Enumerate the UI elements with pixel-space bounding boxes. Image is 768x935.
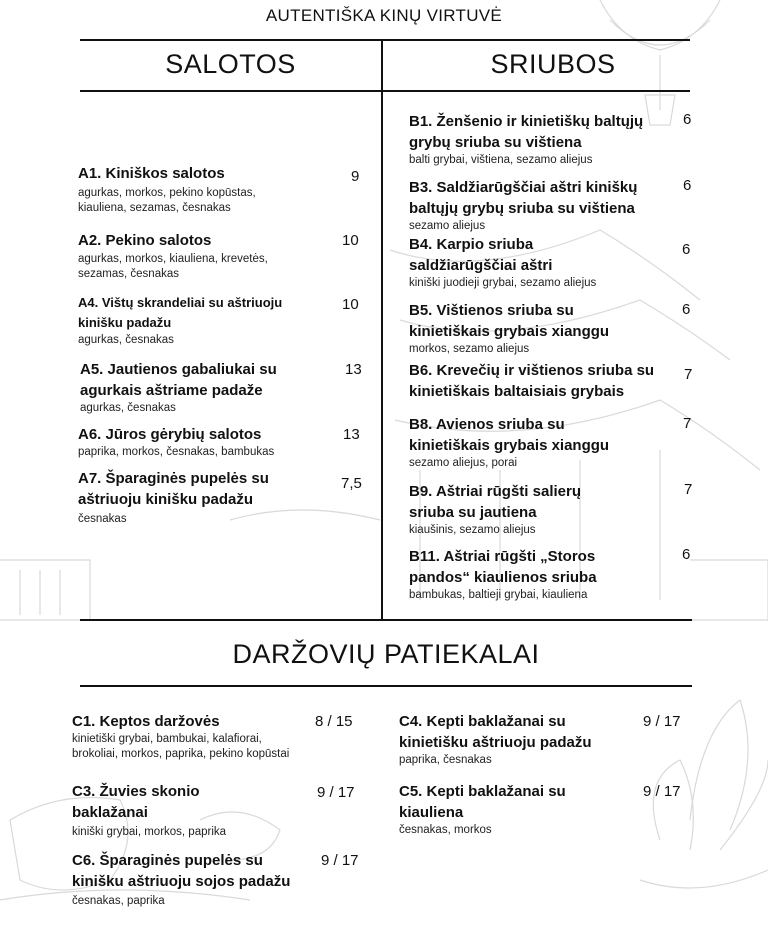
sriubos-title: SRIUBOS: [490, 49, 616, 79]
item-name: A5. Jautienos gabaliukai su agurkais aštriame padaže: [80, 361, 277, 399]
item-price: 13: [345, 361, 362, 378]
item-price: 6: [682, 301, 691, 318]
item-name: C6. Šparaginės pupelės su kinišku aštriuoju sojos padažu: [72, 852, 291, 890]
item-desc: sezamo aliejus: [409, 220, 486, 232]
menu-item: [78, 293, 318, 348]
header-title: AUTENTIŠKA KINŲ VIRTUVĖ: [265, 6, 503, 25]
menu-item: [409, 546, 639, 603]
item-desc: kiniški grybai, morkos, paprika: [72, 826, 227, 838]
item-price: 10: [342, 296, 359, 313]
item-desc: agurkas, morkos, pekino kopūstas, kiauliena, sezamas, česnakas: [78, 187, 256, 214]
section-rule: [80, 90, 690, 92]
item-desc: balti grybai, vištiena, sezamo aliejus: [409, 154, 593, 166]
item-name: C1. Keptos daržovės: [72, 713, 220, 730]
item-name: B11. Aštriai rūgšti „Storos pandos“ kiaulienos sriuba: [409, 548, 597, 586]
menu-item: [409, 481, 609, 538]
menu-item: [78, 163, 348, 216]
item-price: 13: [343, 426, 360, 443]
item-name: B8. Avienos sriuba su kinietiškais grybais xianggu: [409, 416, 610, 454]
menu-item: [409, 177, 665, 234]
item-price: 7: [684, 481, 693, 498]
item-price: 7: [684, 366, 693, 383]
menu-item: [409, 234, 597, 291]
menu-item: [80, 359, 310, 416]
item-name: A2. Pekino salotos: [78, 232, 212, 249]
item-price: 9 / 17: [643, 713, 681, 730]
item-name: C3. Žuvies skonio baklažanai: [72, 783, 200, 821]
item-desc: agurkas, česnakas: [80, 402, 176, 414]
darzoviu-bottom-rule: [80, 685, 692, 687]
item-price: 10: [342, 232, 359, 249]
item-price: 9 / 17: [321, 852, 359, 869]
item-desc: paprika, česnakas: [399, 754, 492, 766]
salotos-title: SALOTOS: [165, 49, 296, 79]
menu-item: [399, 711, 619, 768]
menu-item: [399, 781, 589, 838]
item-price: 8 / 15: [315, 713, 353, 730]
item-price: 6: [683, 177, 692, 194]
item-price: 6: [682, 546, 691, 563]
menu-item: [72, 781, 262, 840]
item-price: 9 / 17: [317, 784, 355, 801]
item-desc: agurkas, česnakas: [78, 334, 174, 346]
menu-item: [409, 300, 629, 357]
menu-item: [78, 424, 338, 460]
item-desc: sezamo aliejus, porai: [409, 457, 518, 469]
item-desc: kinietiški grybai, bambukai, kalafiorai, brokoliai, morkos, paprika, pekino kopūstai: [72, 733, 290, 760]
menu-item: [409, 111, 665, 168]
item-price: 9 / 17: [643, 783, 681, 800]
item-name: C4. Kepti baklažanai su kinietišku aštriuoju padažu: [399, 713, 592, 751]
item-name: A1. Kiniškos salotos: [78, 165, 225, 182]
item-name: A4. Vištų skrandeliai su aštriuoju kinišku padažu: [78, 295, 283, 330]
item-price: 6: [683, 111, 692, 128]
item-price: 7: [683, 415, 692, 432]
menu-item: [409, 360, 669, 402]
item-price: 9: [351, 168, 360, 185]
item-name: A7. Šparaginės pupelės su aštriuoju kinišku padažu: [78, 470, 269, 508]
darzoviu-top-rule: [80, 619, 692, 621]
item-desc: bambukas, baltieji grybai, kiauliena: [409, 589, 588, 601]
item-name: B5. Vištienos sriuba su kinietiškais grybais xianggu: [409, 302, 610, 340]
item-name: A6. Jūros gėrybių salotos: [78, 426, 262, 443]
item-desc: paprika, morkos, česnakas, bambukas: [78, 446, 275, 458]
column-divider: [381, 39, 383, 619]
item-desc: česnakas, paprika: [72, 895, 165, 907]
item-name: B4. Karpio sriuba saldžiarūgščiai aštri: [409, 236, 553, 274]
item-name: B1. Ženšenio ir kinietiškų baltųjų grybų sriuba su vištiena: [409, 113, 644, 151]
item-name: B6. Krevečių ir vištienos sriuba su kinietiškais baltaisiais grybais: [409, 362, 655, 400]
item-desc: agurkas, morkos, kiauliena, krevetės, sezamas, česnakas: [78, 253, 268, 280]
item-desc: česnakas: [78, 513, 127, 525]
top-rule: [80, 39, 690, 41]
menu-item: [409, 414, 639, 471]
menu-item: [78, 468, 298, 527]
darzoviu-title: DARŽOVIŲ PATIEKALAI: [232, 639, 540, 669]
menu-item: [72, 711, 297, 762]
item-name: B3. Saldžiarūgščiai aštri kiniškų baltųjų grybų sriuba su vištiena: [409, 179, 638, 217]
item-desc: morkos, sezamo aliejus: [409, 343, 530, 355]
item-name: C5. Kepti baklažanai su kiauliena: [399, 783, 566, 821]
item-desc: kiaušinis, sezamo aliejus: [409, 524, 536, 536]
item-price: 7,5: [341, 475, 362, 492]
item-price: 6: [682, 241, 691, 258]
item-name: B9. Aštriai rūgšti salierų sriuba su jautiena: [409, 483, 582, 521]
menu-item: [78, 230, 338, 282]
item-desc: česnakas, morkos: [399, 824, 492, 836]
menu-item: [72, 850, 312, 909]
item-desc: kiniški juodieji grybai, sezamo aliejus: [409, 277, 597, 289]
